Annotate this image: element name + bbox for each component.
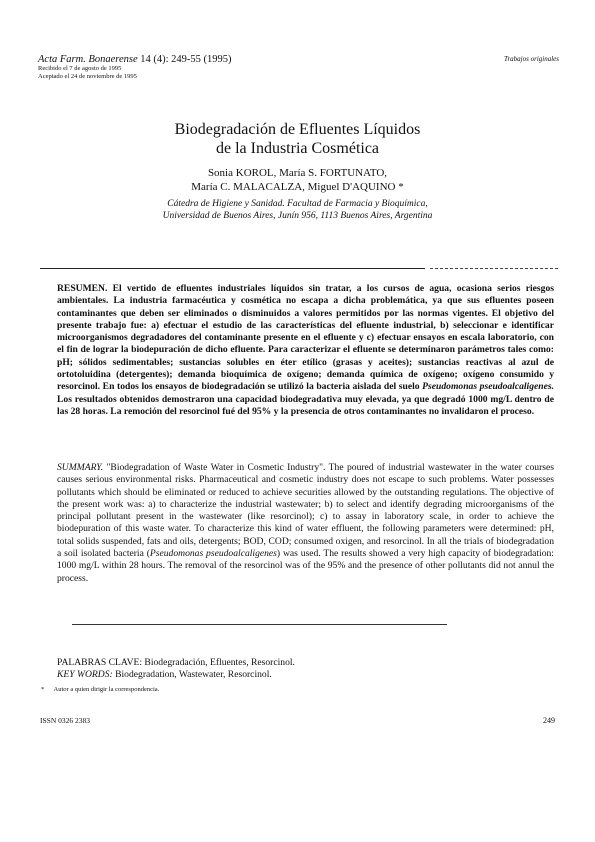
authors <box>0 166 595 194</box>
abstract-en-label: SUMMARY. <box>57 462 104 473</box>
title-line-1: Biodegradación de Efluentes Líquidos <box>174 121 421 138</box>
journal-citation: 14 (4): 249-55 (1995) <box>140 54 232 65</box>
keywords-english-label: KEY WORDS: <box>57 669 113 680</box>
section-label: Trabajos originales <box>503 55 559 63</box>
keywords-spanish: PALABRAS CLAVE: Biodegradación, Efluentes, Resorcinol. <box>57 657 295 668</box>
top-divider-dashed <box>430 268 558 269</box>
abstract-english <box>57 462 554 585</box>
title-line-2: de la Industria Cosmética <box>215 140 380 157</box>
footnote-text: Autor a quien dirigir la correspondencia. <box>53 686 160 693</box>
authors-line-2: María C. MALACALZA, Miguel D'AQUINO * <box>191 181 404 193</box>
accepted-date: Aceptado el 24 de noviembre de 1995 <box>38 72 137 80</box>
abstract-es-label: RESUMEN. <box>57 283 108 294</box>
abstract-en-text-b: ) was used. The results showed a very high capacity of biodegradation: 1000 mg/L within 28 hours. The removal of the resorcinol was of the 95% and the presence of other pollutants did not annul the process. <box>57 548 554 584</box>
issn: ISSN 0326 2383 <box>40 716 91 725</box>
abstract-spanish <box>57 283 554 418</box>
authors-line-1: Sonia KOROL, María S. FORTUNATO, <box>207 167 388 179</box>
page-number: 249 <box>543 716 555 725</box>
affiliation-line-2: Universidad de Buenos Aires, Junín 956, 1113 Buenos Aires, Argentina <box>162 211 433 221</box>
abstract-es-text-b: Los resultados obtenidos demostraron una capacidad biodegradativa muy elevada, ya que degradó 1000 mg/L dentro de las 28 horas. La remoción del resorcinol fué del 95% y la presencia de otros contaminantes no invalidaron el proceso. <box>57 393 554 417</box>
keywords-english: Biodegradation, Wastewater, Resorcinol. <box>115 669 272 680</box>
paper-title <box>0 120 595 158</box>
journal-name: Acta Farm. Bonaerense <box>38 54 138 65</box>
header-citation-block <box>38 54 232 80</box>
abstract-es-text-a: El vertido de efluentes industriales líquidos sin tratar, a los cursos de agua, ocasiona serios riesgos ambientales. La industria farmacéutica y cosmética no escapa a dicha problemática, ya que sus efluentes poseen contaminantes que deben ser eliminados o disminuidos a valores permitidos por las normas vigentes. El objetivo del presente trabajo fue: a) efectuar el estudio de las características del efluente industrial, b) seleccionar e identificar microorganismos degradadores del contaminante presente en el efluente y c) efectuar ensayos en escala laboratorio, con el fin de lograr la biodepuración de dicho efluente. Para caracterizar el efluente se determinaron parámetros tales como: pH; sólidos sedimentables; sustancias solubles en éter etílico (grasas y aceites); sustancias reactivas al azul de ortotoluidina (detergentes); demanda bioquímica de oxígeno; demanda química de oxígeno; oxígeno consumido y resorcinol. En todos los ensayos de biodegradación se utilizó la bacteria aislada del suelo <box>57 283 554 393</box>
affiliation <box>0 198 595 222</box>
top-divider <box>40 268 425 269</box>
abstract-es-species: Pseudomonas pseudoalcaligenes. <box>422 381 555 393</box>
footnote-mark: * <box>41 686 45 693</box>
affiliation-line-1: Cátedra de Higiene y Sanidad. Facultad de Farmacia y Bioquímica, <box>167 199 428 209</box>
keywords-block <box>57 657 295 681</box>
received-date: Recibido el 7 de agosto de 1995 <box>38 65 122 72</box>
abstract-en-species: Pseudomonas pseudoalcaligenes <box>149 548 277 560</box>
bottom-divider <box>72 624 447 625</box>
abstract-en-text-a: "Biodegradation of Waste Water in Cosmetic Industry". The poured of industrial wastewater in the water courses causes serious environmental risks. Pharmaceutical and cosmetic industry does not escape to such problems. Water possesses pollutants which should be eliminated or reduced to achieve securities allowed by the outstanding regulations. The objective of the present work was: a) to characterize the industrial wastewater; b) to select and identify degrading microorganisms of the principal pollutant present in the wastewater (like resorcinol); c) to assay in laboratory scale, in order to achieve the biodepuration of this waste water. To characterize this kind of water effluent, the following parameters were determined: pH, total solids suspended, fats and oils, detergents; BOD, COD; consumed oxigen, and resorcinol. In all the trials of biodegradation a soil isolated bacteria ( <box>57 462 555 560</box>
footnote <box>41 686 159 693</box>
